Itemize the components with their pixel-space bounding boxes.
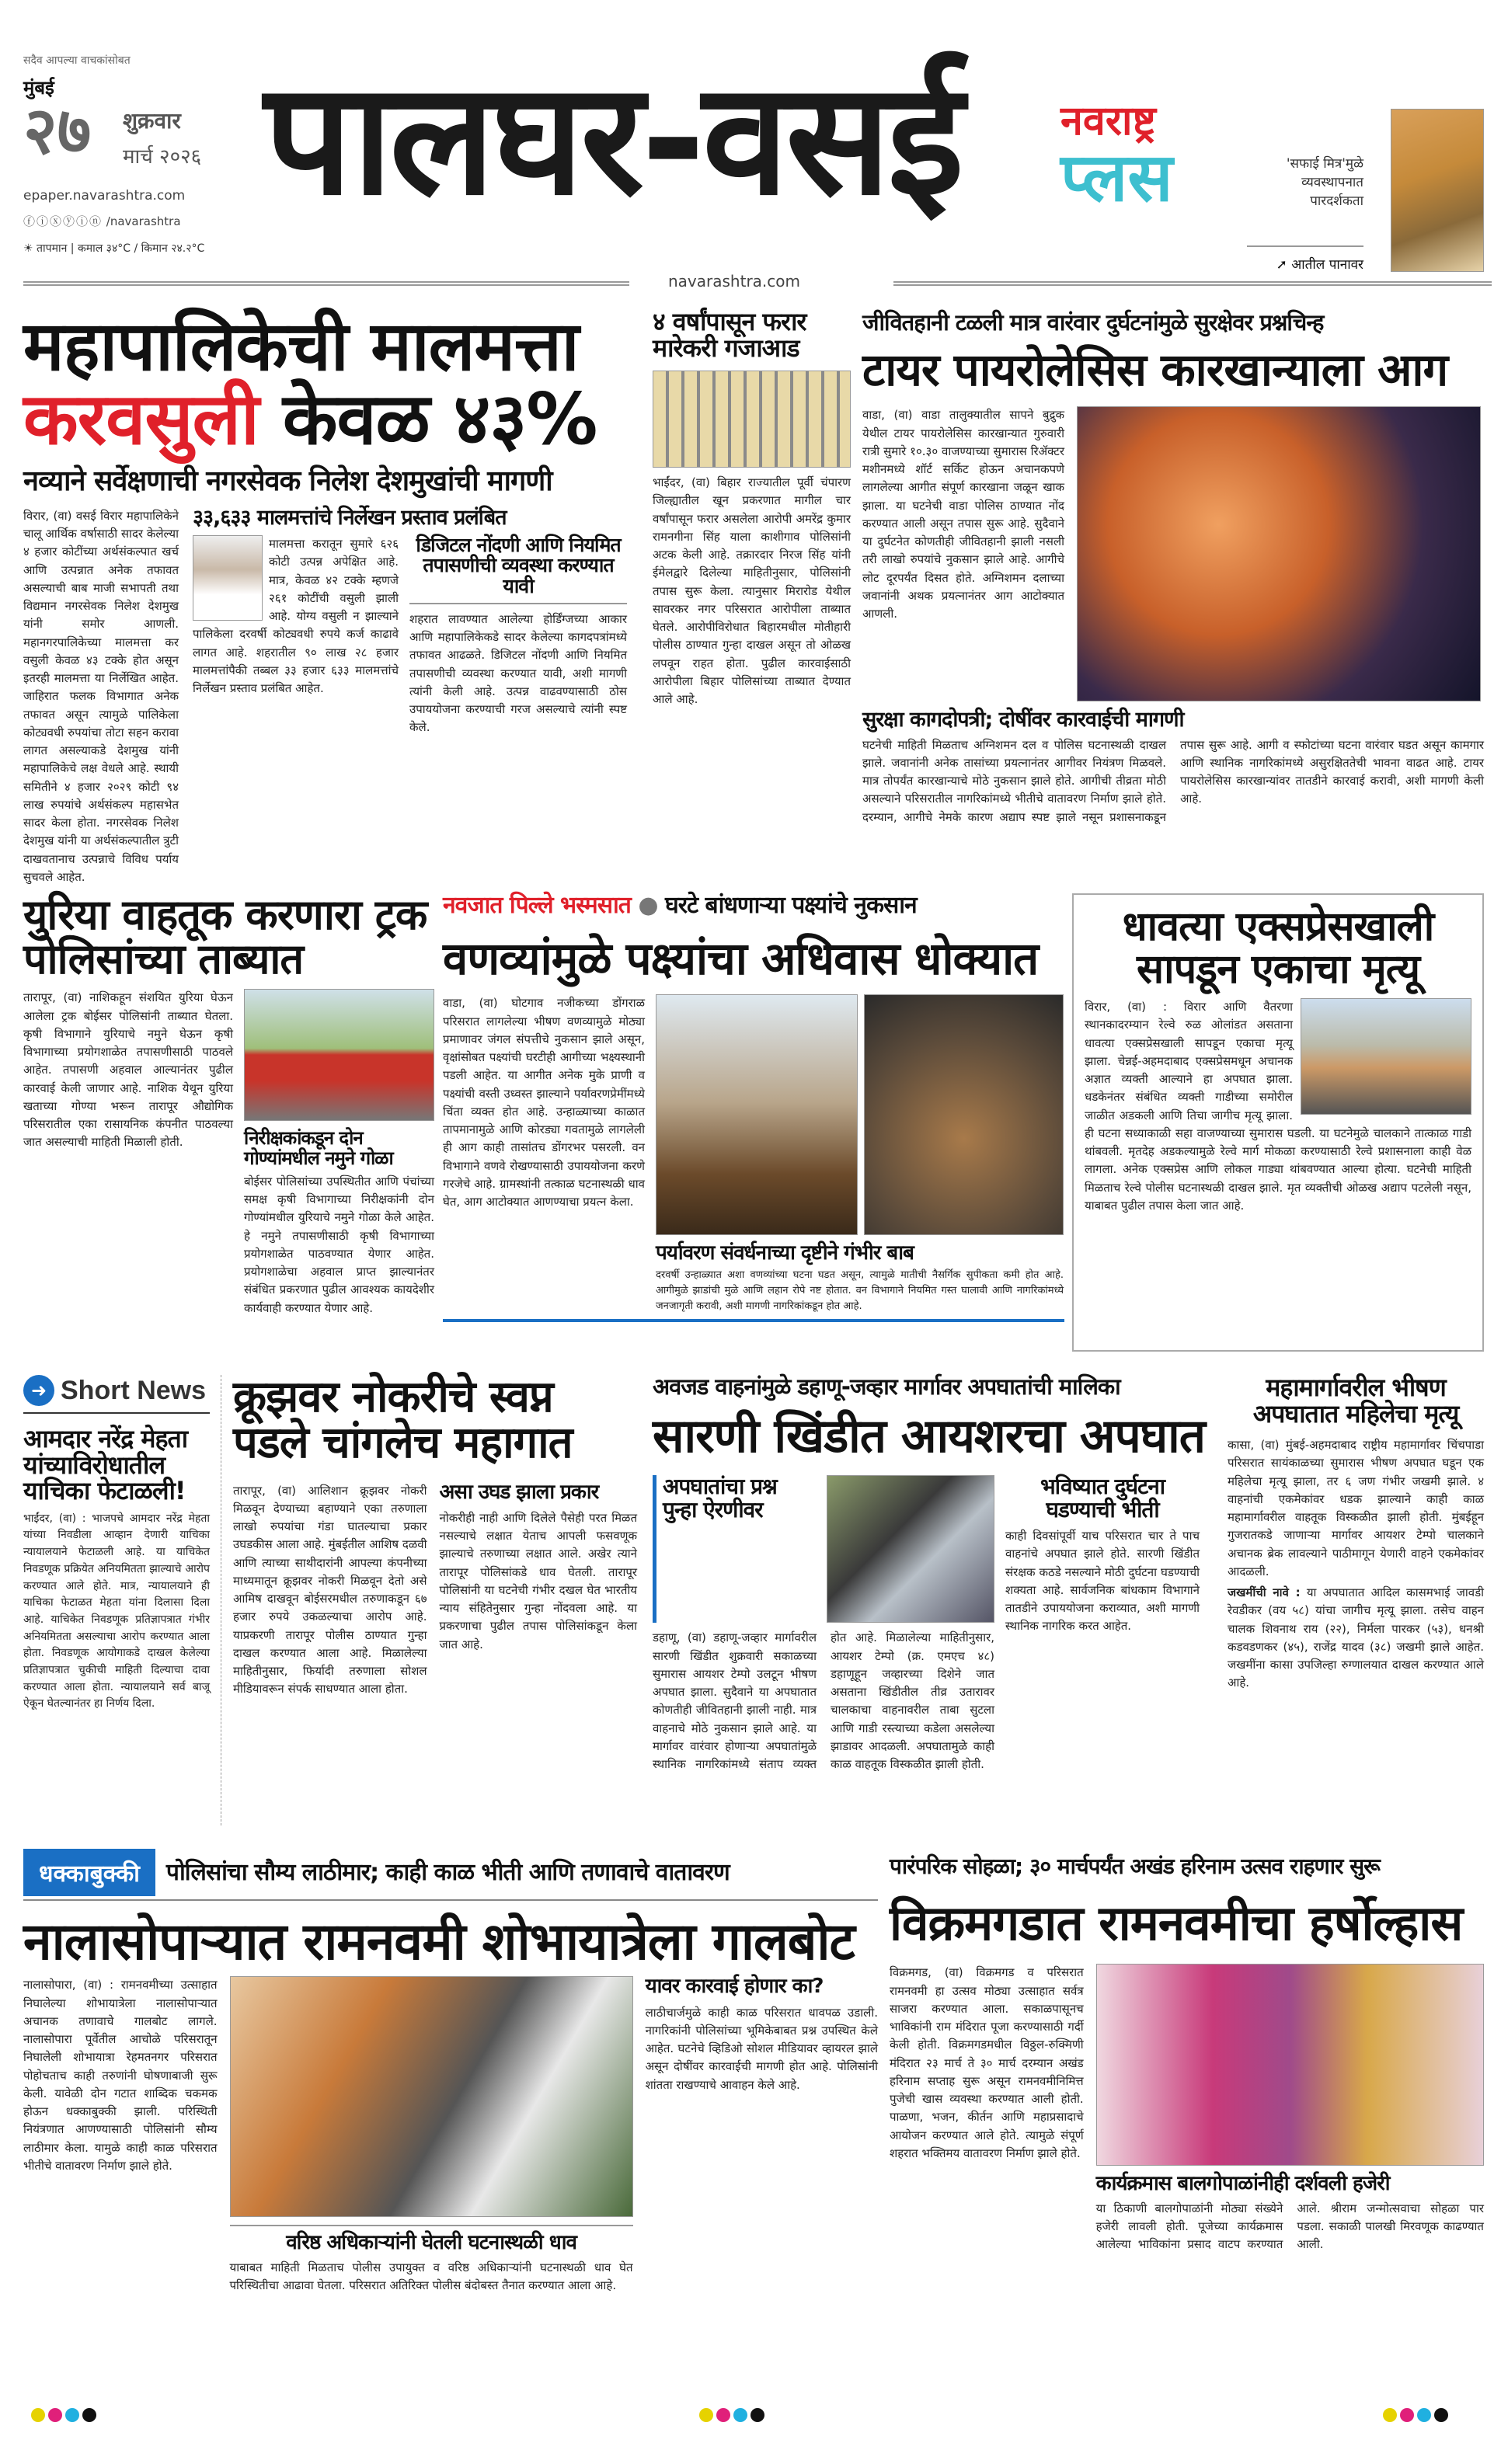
headline: विक्रमगडात रामनवमीचा हर्षोल्हास: [890, 1895, 1463, 1952]
body: विक्रमगड, (वा) विक्रमगड व परिसरात रामनवमी हा उत्सव मोठ्या उत्साहात सर्वत्र साजरा करण्यात आला. सकाळपासूनच भाविकांनी राम मंदिरात पूजा करण्यासाठी गर्दी केली होती. विक्रमगडमधील विठ्ठल-रुक्मिणी मंदिरात २३ मार्च ते ३० मार्च दरम्यान अखंड हरिनाम सप्ताह सुरू असून रामनवमीनिमित्त पुजेची खास व्यवस्था करण्यात आली होती. पाळणा, भजन, कीर्तन आणि महाप्रसादाचे आयोजन करण्यात आले होते. त्यामुळे संपूर्ण शहरात भक्तिमय वातावरण निर्माण झाले होते.: [890, 1965, 1084, 2160]
city: मुंबई: [23, 77, 54, 99]
subheadline: सुरक्षा कागदोपत्री; दोषींवर कारवाईची मागणी: [862, 708, 1184, 733]
caption-headline: वरिष्ठ अधिकाऱ्यांनी घेतली घटनास्थळी धाव: [230, 2225, 633, 2253]
accident-photo: [827, 1475, 994, 1623]
subheadline: निरीक्षकांकडून दोन गोण्यांमधील नमुने गोळा: [244, 1127, 393, 1169]
subheadline-2: भविष्यात दुर्घटना घडण्याची भीती: [1040, 1474, 1165, 1523]
promo-author[interactable]: [1247, 245, 1363, 273]
sub-body: नोकरीही नाही आणि दिलेले पैसेही परत मिळत नसल्याचे लक्षात येताच आपली फसवणूक झाल्याचे तरुणाच्या लक्षात आले. अखेर त्याने तारापूर पोलिसांकडे धाव घेतली. तारापूर पोलिसांनी या घटनेची गंभीर दखल घेत भारतीय न्याय संहितेनुसार गुन्हा नोंदवला आहे. या प्रकरणाचा पुढील तपास पोलिसांकडून केला जात आहे.: [439, 1510, 637, 1651]
burnt-forest-photo: [656, 994, 858, 1235]
kicker: घरटे बांधणाऱ्या पक्ष्यांचे नुकसान: [664, 892, 917, 919]
train-photo: [1301, 998, 1471, 1115]
story-vikramgad-ramnavami: [890, 1849, 1484, 2254]
story-fugitive-arrested: [653, 309, 851, 708]
weather: ☀ तापमान | कमाल ३४°C / किमान २४.२°C: [23, 242, 205, 255]
body: भाईंदर, (वा) बिहार राज्यातील पूर्वी चंपारण जिल्ह्यातील खून प्रकरणात मागील चार वर्षांपासून फरार असलेला आरोपी अमरेंद्र कुमार रामनगीना सिंह याला काशीगाव पोलिसांनी अटक केली आहे. तक्रारदार निरज सिंह यांनी ईमेलद्वारे दिलेल्या माहितीनुसार, पोलिसांनी तपास सुरू केला. त्यानुसार मिरारोड येथील सावरकर नगर परिसरात आरोपीला ताब्यात घेतले. आरोपीविरोधात बिहारमधील मोतीहारी पोलीस ठाण्यात गुन्हा दाखल असून तो ओळख लपवून राहत होता. पुढील कारवाईसाठी आरोपीला बिहार पोलिसांच्या ताब्यात देण्यात आले आहे.: [653, 475, 851, 707]
brand-top: नवराष्ट्र: [1060, 98, 1156, 144]
story-forest-fire-birds: [443, 893, 1064, 1322]
month-year: मार्च २०२६: [123, 145, 202, 169]
story-cruise-job-fraud: [233, 1372, 637, 1699]
celebration-photo: [1096, 1964, 1484, 2166]
body: वाडा, (वा) घोटगाव नजीकच्या डोंगराळ परिसरात लागलेल्या भीषण वणव्यामुळे मोठ्या प्रमाणावर जंगल संपत्तीचे नुकसान झाले असून, वृक्षांसोबत पक्ष्यांची घरटीही आगीच्या भक्ष्यस्थानी पडली आहेत. या आगीत अनेक मुके प्राणी व पक्ष्यांची वस्ती उध्वस्त झाल्याने पर्यावरणप्रेमींमध्ये चिंता व्यक्त होत आहे. उन्हाळ्याच्या काळात तापमानामुळे आणि कोरड्या गवतामुळे लागलेली ही आग काही तासांतच डोंगरभर पसरली. वन विभागाने वणवे रोखण्यासाठी उपाययोजना करणे गरजेचे आहे. ग्रामस्थांनी तत्काळ घटनास्थळी धाव घेत, आग आटोक्यात आणण्याचा प्रयत्न केला.: [443, 996, 645, 1209]
story-highway-woman-death: [1228, 1375, 1484, 1693]
headline: क्रूझवर नोकरीचे स्वप्न पडले चांगलेच महागात: [233, 1372, 573, 1468]
social-icons[interactable]: ⓕⓘⓧⓨⓘⓝ: [23, 214, 103, 228]
headline: युरिया वाहतूक करणारा ट्रक पोलिसांच्या ताब्यात: [23, 890, 427, 983]
subheadline: असा उघड झाला प्रकार: [439, 1480, 599, 1504]
weather-label: तापमान: [37, 242, 68, 255]
fire-photo: [1077, 406, 1481, 701]
subheadline: कार्यक्रमास बालगोपाळांनीही दर्शवली हजेरी: [1095, 2172, 1390, 2196]
body: विरार, (वा) वसई विरार महापालिकेने चालू आर्थिक वर्षासाठी सादर केलेल्या ४ हजार कोटींच्या अर्थसंकल्पात खर्च आणि उत्पन्नात अनेक तफावत असल्याची बाब माजी सभापती तथा विद्यमान नगरसेवक निलेश देशमुख यांनी समोर आणली. महानगरपालिकेच्या मालमत्ता कर वसुली केवळ ४३ टक्के होत असून इतरही मालमत्ता या निर्लेखित आहेत. जाहिरात फलक विभागात अनेक तफावत असून त्यामुळे पालिकेला कोट्यवधी रुपयांचा तोटा सहन करावा लागत असल्याकडे देशमुख यांनी महापालिकेचे लक्ष वेधले आहे. स्थायी समितीने ४ हजार २०२९ कोटी ९४ लाख रुपयांचे अर्थसंकल्प महासभेत सादर केला होता. नगरसेवक निलेश देशमुख यांनी या अर्थसंकल्पातील त्रुटी दाखवतानाच उत्पन्नाचे विविध पर्याय सुचवले आहेत.: [23, 508, 179, 884]
headline: धावत्या एक्सप्रेसखाली सापडून एकाचा मृत्यू: [1122, 903, 1434, 993]
body: तारापूर, (वा) नाशिकहून संशयित युरिया घेऊन आलेला ट्रक बोईसर पोलिसांनी ताब्यात घेतला. कृषी विभागाने युरियाचे नमुने घेऊन कृषी विभागाच्या प्रयोगशाळेत तपासणीसाठी पाठवले आहेत. तपासणी अहवाल आल्यानंतर पुढील कारवाई केली जाणार आहे. नाशिक येथून युरिया खताच्या गोण्या भरून तारापूर औद्योगिक परिसरातील एका रासायनिक कंपनीत पाठवल्या जात असल्याची माहिती मिळाली होती.: [23, 990, 233, 1150]
story-tax-collection: [23, 306, 637, 886]
kicker-red: नवजात पिल्ले भस्मसात: [443, 892, 631, 919]
caption-body: याबाबत माहिती मिळताच पोलीस उपायुक्त व वरिष्ठ अधिकाऱ्यांनी घटनास्थळी धाव घेत परिस्थितीचा आढावा घेतला. परिसरात अतिरिक्त पोलीस बंदोबस्त तैनात करण्यात आला आहे.: [229, 2260, 633, 2292]
newspaper-title: पालघर-वसई: [264, 49, 961, 230]
procession-photo: [230, 1976, 633, 2217]
subheadline: यावर कारवाई होणार का?: [645, 1975, 824, 1999]
body: डहाणू, (वा) डहाणू-जव्हार मार्गावरील सारणी खिंडीत शुक्रवारी सकाळच्या सुमारास आयशर टेम्पो उलटून भीषण अपघात झाला. सुदैवाने या अपघातात कोणतीही जीवितहानी झाली नाही. मात्र वाहनाचे मोठे नुकसान झाले आहे. या मार्गावर वारंवार होणाऱ्या अपघातांमुळे स्थानिक नागरिकांमध्ये संताप व्यक्त होत आहे. मिळालेल्या माहितीनुसार, आयशर टेम्पो (क्र. एमएच ४८) डहाणूहून जव्हारच्या दिशेने जात असताना खिंडीतील तीव्र उतारावर चालकाचा वाहनावरील ताबा सुटला आणि गाडी रस्त्याच्या कडेला असलेल्या झाडावर आदळली. अपघातामुळे काही काळ वाहतूक विस्कळीत झाली होती.: [653, 1630, 994, 1772]
body: कासा, (वा) मुंबई-अहमदाबाद राष्ट्रीय महामार्गावर चिंचपाडा परिसरात सायंकाळच्या सुमारास भीषण अपघात घडून एक महिलेचा मृत्यू झाला, तर ६ जण गंभीर जखमी झाले. ४ वाहनांची एकमेकांवर धडक झाल्याने काही काळ महामार्गावरील वाहतूक विस्कळीत झाली होती. मुंबईहून गुजरातकडे जाणाऱ्या मार्गावर आयशर टेम्पो चालकाने अचानक ब्रेक लावल्याने पाठीमागून येणारी वाहने एकमेकांवर आदळली.: [1228, 1438, 1484, 1578]
sub-body: बोईसर पोलिसांच्या उपस्थितीत आणि पंचांच्या समक्ष कृषी विभागाच्या निरीक्षकांनी दोन गोण्यांमधील युरियाचे नमुने गोळा केले आहेत. हे नमुने तपासणीसाठी कृषी विभागाच्या प्रयोगशाळेत पाठवण्यात येणार आहेत. प्रयोगशाळेचा अहवाल प्राप्त झाल्यानंतर संबंधित प्रकरणात पुढील आवश्यक कायदेशीर कार्यवाही करण्यात येणार आहे.: [244, 1174, 434, 1315]
story-express-accident: [1072, 893, 1484, 1352]
subheadline-1: अपघातांचा प्रश्न पुन्हा ऐरणीवर: [653, 1475, 816, 1623]
promo-author-label: आतील पानावर: [1291, 257, 1363, 273]
short-news: [23, 1375, 221, 1825]
sub2-body: काही दिवसांपूर्वी याच परिसरात चार ते पाच वाहनांचे अपघात झाले होते. सारणी खिंडीत संरक्षक कठडे नसल्याने मोठी दुर्घटना घडण्याची शक्यता आहे. सार्वजनिक बांधकाम विभागाने तातडीने उपाययोजना कराव्यात, अशी मागणी स्थानिक नागरिक करत आहेत.: [1005, 1529, 1200, 1634]
prisoner-photo: [653, 371, 851, 468]
promo-text[interactable]: 'सफाई मित्र'मुळे व्यवस्थापनात पारदर्शकता: [1286, 156, 1363, 209]
headline: टायर पायरोलेसिस कारखान्याला आग: [862, 343, 1448, 397]
headline: सारणी खिंडीत आयशरचा अपघात: [653, 1409, 1205, 1464]
blue-rule: [443, 1319, 1064, 1322]
side-body: शहरात लावण्यात आलेल्या होर्डिंग्जच्या आकार आणि महापालिकेकडे सादर केलेल्या कागदपत्रांमध्ये तफावत आढळते. डिजिटल नोंदणी आणि नियमित तपासणीची व्यवस्था करण्यात यावी, अशी मागणी त्यांनी केली आहे. उत्पन्न वाढवण्यासाठी ठोस उपाययोजना करण्याची गरज असल्याचे त्यांनी स्पष्ट केले.: [409, 611, 627, 735]
sub-body: घटनेची माहिती मिळताच अग्निशमन दल व पोलिस घटनास्थळी दाखल झाले. जवानांनी अनेक तासांच्या प्रयत्नानंतर आगीवर नियंत्रण मिळवले. मात्र तोपर्यंत कारखान्याचे मोठे नुकसान झाले होते. आगीची तीव्रता मोठी असल्याने परिसरातील नागरिकांमध्ये भीतीचे वातावरण निर्माण झाले होते. दरम्यान, आगीचे नेमके कारण अद्याप स्पष्ट झाले नसून प्रशासनाकडून तपास सुरू आहे. आगी व स्फोटांच्या घटना वारंवार घडत असून कामगार आणि स्थानिक नागरिकांमध्ये असुरक्षिततेची भावना वाढत आहे. टायर पायरोलेसिस कारखान्यांवर तातडीने कारवाई करावी, अशी मागणी केली आहे.: [862, 737, 1484, 824]
masthead-rule-right: [893, 281, 1492, 286]
epaper-link[interactable]: epaper.navarashtra.com: [23, 188, 186, 204]
registration-marks-center: [699, 2408, 768, 2425]
sub-body: दरवर्षी उन्हाळ्यात अशा वणव्यांच्या घटना घडत असून, त्यामुळे मातीची नैसर्गिक सुपीकता कमी होत आहे. आगीमुळे झाडांची मुळे आणि लहान रोपे नष्ट होतात. वन विभागाने नियमित गस्त घालावी आणि नागरिकांमध्ये जनजागृती करावी, अशी मागणी नागरिकांकडून होत आहे.: [656, 1269, 1064, 1312]
body: नालासोपारा, (वा) : रामनवमीच्या उत्साहात निघालेल्या शोभायात्रेला नालासोपाऱ्यात अचानक तणावाचे गालबोट लागले. नालासोपारा पूर्वेतील आचोळे परिसरातून निघालेली शोभायात्रा रेहमतनगर परिसरात पोहोचताच काही तरुणांनी घोषणाबाजी सुरू केली. यावेळी दोन गटात शाब्दिक चकमक होऊन धक्काबुक्की झाली. परिस्थिती नियंत्रणात आणण्यासाठी पोलिसांनी सौम्य लाठीमार केला. यामुळे काही काळ परिसरात भीतीचे वातावरण निर्माण झाले होते.: [23, 1978, 218, 2173]
promo-photo[interactable]: [1391, 109, 1484, 272]
masthead-rule-left: [23, 281, 629, 286]
headline: महापालिकेची मालमत्ता: [23, 306, 579, 386]
kicker: जीवितहानी टळली मात्र वारंवार दुर्घटनांमुळे सुरक्षेवर प्रश्नचिन्ह: [862, 309, 1324, 336]
subheadline: जखमींची नावे :: [1228, 1585, 1301, 1600]
headline: नालासोपाऱ्यात रामनवमी शोभायात्रेला गालबोट: [23, 1912, 855, 1972]
section-tag: धक्काबुक्की: [23, 1849, 155, 1896]
masthead: [23, 47, 1484, 295]
brand-logo: [1060, 98, 1224, 217]
headline: वणव्यांमुळे पक्ष्यांचा अधिवास धोक्यात: [443, 931, 1039, 985]
story-sarani-accident: [653, 1375, 1212, 1773]
headline: महामार्गावरील भीषण अपघातात महिलेचा मृत्यू: [1252, 1373, 1459, 1429]
date-day: २७: [23, 92, 92, 169]
body: तारापूर, (वा) आलिशान क्रूझवर नोकरी मिळवून देण्याच्या बहाण्याने एका तरुणाला लाखो रुपयांचा गंडा घातल्याचा प्रकार उघडकीस आला आहे. मुंबईतील आशिष दळवी आणि त्याच्या साथीदारांनी आपल्या कंपनीच्या माध्यमातून क्रूझवर नोकरी मिळवून देतो असे आमिष दाखवून बोईसरमधील तरुणाकडून ६७ हजार रुपये उकळल्याचा आरोप आहे. याप्रकरणी तारापूर पोलीस ठाण्यात गुन्हा दाखल करण्यात आला आहे. मिळालेल्या माहितीनुसार, फिर्यादी तरुणाला सोशल मीडियावरून संपर्क साधण्यात आला होता.: [233, 1483, 427, 1697]
deck: नव्याने सर्वेक्षणाची नगरसेवक निलेश देशमुखांची मागणी: [23, 465, 552, 497]
subheadline: पर्यावरण संवर्धनाच्या दृष्टीने गंभीर बाब: [656, 1241, 914, 1265]
box-body: मालमत्ता करातून सुमारे ६२६ कोटी उत्पन्न अपेक्षित आहे. मात्र, केवळ ४२ टक्के म्हणजे २६१ कोटींची वसुली झाली आहे. योग्य वसुली न झाल्याने पालिकेला दरवर्षी कोट्यवधी रुपये कर्ज काढावे लागत आहे. शहरातील ९० लाख २८ हजार मालमत्तांपैकी तब्बल ३३ हजार ६३३ मालमत्तांचे निर्लेखन प्रस्ताव प्रलंबित आहेत.: [193, 537, 399, 696]
headline: ४ वर्षांपासून फरार मारेकरी गजाआड: [653, 307, 806, 363]
story-nalasopara-procession: [23, 1849, 878, 2295]
site-url[interactable]: navarashtra.com: [668, 272, 800, 291]
temperature: कमाल ३४°C / किमान २४.२°C: [77, 242, 205, 255]
sub-body: या अपघातात आदिल कासमभाई जावडी रेवडीकर (वय ५८) यांचा जागीच मृत्यू झाला. तसेच वाहन चालक शिवनाथ राय (२२), निर्मला पारकर (५३), धनश्री कडवडणकर (४५), राजेंद्र यादव (३८) जखमी झाले आहेत. जखमींना कासा उपजिल्हा रुग्णालयात दाखल करण्यात आले आहे.: [1228, 1585, 1484, 1690]
headline-red: करवसुली: [23, 378, 259, 461]
registration-marks: [31, 2408, 99, 2425]
kicker: पोलिसांचा सौम्य लाठीमार; काही काळ भीती आणि तणावाचे वातावरण: [165, 1858, 730, 1886]
brand-bottom: प्लस: [1060, 139, 1173, 217]
tagline: सदैव आपल्या वाचकांसोबत: [23, 54, 131, 67]
box-headline: ३३,६३३ मालमत्तांचे निर्लेखन प्रस्ताव प्रलंबित: [193, 505, 507, 530]
truck-photo: [244, 989, 434, 1121]
body: वाडा, (वा) वाडा तालुक्यातील सापने बुद्रुक येथील टायर पायरोलेसिस कारखान्यात गुरुवारी रात्री सुमारे १०.३० वाजण्याच्या सुमारास रिॲक्टर मशीनमध्ये शॉर्ट सर्किट होऊन अचानकपणे लागलेल्या आगीत संपूर्ण कारखाना जळून खाक झाला. या घटनेची वाडा पोलिस ठाण्यात नोंद करण्यात आली असून तपास सुरू आहे. सुदैवाने या दुर्घटनेत कोणतीही जीवितहानी झाली नसली तरी लाखो रुपयांचे नुकसान झाले आहे. आगीचे लोट दूरपर्यंत दिसत होते. अग्निशमन दलाच्या जवानांनी अथक प्रयत्नानंतर आग आटोक्यात आणली.: [862, 408, 1064, 621]
registration-marks-right: [1383, 2408, 1451, 2425]
bullet-icon: ●: [638, 892, 658, 919]
social-handle: /navarashtra: [106, 214, 181, 228]
story-tyre-fire: [862, 311, 1484, 827]
headline-2: केवळ ४३%: [282, 378, 597, 461]
arrow-icon: ➚: [1276, 257, 1287, 273]
kicker: अवजड वाहनांमुळे डहाणू-जव्हार मार्गावर अपघातांची मालिका: [653, 1373, 1120, 1400]
headline: आमदार नरेंद्र मेहता यांच्याविरोधातील याचिका फेटाळली!: [23, 1424, 187, 1506]
bird-nest-photo: [864, 994, 1064, 1235]
story-urea-truck: [23, 890, 435, 1317]
body: विरार, (वा) : विरार आणि वैतरणा स्थानकादरम्यान रेल्वे रुळ ओलांडत असताना धावत्या एक्सप्रेसखाली सापडून एकाचा मृत्यू झाला. चेन्नई-अहमदाबाद एक्सप्रेसमधून अचानक अज्ञात व्यक्ती आल्याने हा अपघात झाला. धडकेनंतर संबंधित व्यक्ती गाडीच्या समोरील जाळीत अडकली आणि तिचा जागीच मृत्यू झाला. ही घटना सध्याकाळी सहा वाजण्याच्या सुमारास घडली. या घटनेमुळे चालकाने तात्काळ गाडी थांबवली. मृतदेह अडकल्यामुळे रेल्वे मार्ग मोकळा करण्यासाठी रेल्वे प्रशासनाला काही वेळ लागला. अनेक एक्सप्रेस आणि लोकल गाड्या थांबवण्यात आल्या होत्या. घटनेची माहिती मिळताच रेल्वे पोलीस घटनास्थळी दाखल झाले. मृत व्यक्तीची ओळख अद्याप पटलेली नसून, याबाबत पुढील तपास केला जात आहे.: [1085, 1000, 1471, 1213]
social-links[interactable]: [23, 213, 181, 229]
weather-icon: ☀: [23, 242, 33, 255]
arrow-circle-icon: ➜: [23, 1375, 54, 1406]
short-news-label: Short News: [61, 1375, 207, 1405]
weekday: शुक्रवार: [123, 108, 181, 134]
councillor-photo: [193, 535, 263, 621]
kicker: पारंपरिक सोहळा; ३० मार्चपर्यंत अखंड हरिनाम उत्सव राहणार सुरू: [890, 1853, 1380, 1879]
side-headline: डिजिटल नोंदणी आणि नियमित तपासणीची व्यवस्था करण्यात यावी: [409, 535, 627, 604]
sub-body: लाठीचार्जमुळे काही काळ परिसरात धावपळ उडाली. नागरिकांनी पोलिसांच्या भूमिकेबाबत प्रश्न उपस्थित केले आहेत. घटनेचे व्हिडिओ सोशल मीडियावर व्हायरल झाले असून दोषींवर कारवाईची मागणी होत आहे. पोलिसांनी शांतता राखण्याचे आवाहन केले आहे.: [645, 2005, 878, 2092]
body: भाईंदर, (वा) : भाजपचे आमदार नरेंद्र मेहता यांच्या निवडीला आव्हान देणारी याचिका न्यायालयाने फेटाळली आहे. या याचिकेत निवडणूक प्रक्रियेत अनियमितता झाल्याचे आरोप करण्यात आले होते. मात्र, न्यायालयाने ही याचिका फेटाळत मेहता यांना दिलासा दिला आहे. याचिकेत निवडणूक प्रतिज्ञापत्रात गंभीर अनियमितता असल्याचा आरोप करण्यात आला होता. निवडणूक आयोगाकडे दाखल केलेल्या प्रतिज्ञापत्रात चुकीची माहिती दिल्याचा दावा करण्यात आला होता. न्यायालयाने सर्व बाजू ऐकून घेतल्यानंतर हा निर्णय दिला.: [23, 1512, 210, 1711]
sub-body: या ठिकाणी बालगोपाळांनी मोठ्या संख्येने हजेरी लावली होती. पूजेच्या कार्यक्रमास आलेल्या भाविकांना प्रसाद वाटप करण्यात आले. श्रीराम जन्मोत्सवाचा सोहळा पार पडला. सकाळी पालखी मिरवणूक काढण्यात आली.: [1095, 2201, 1484, 2252]
